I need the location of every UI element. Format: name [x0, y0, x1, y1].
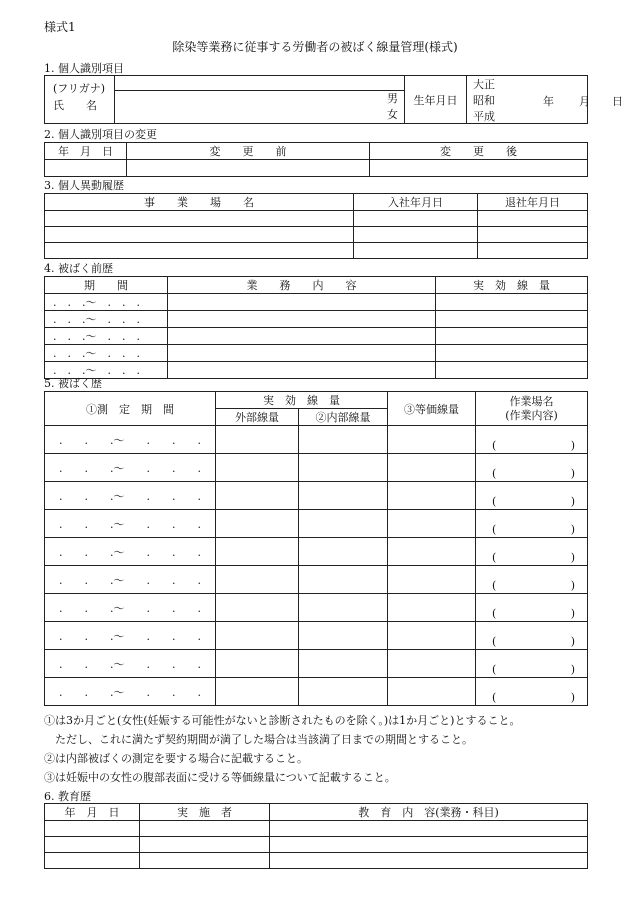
internal-dose-cell[interactable] — [299, 510, 388, 538]
month-unit: 月 — [579, 95, 590, 108]
external-dose-cell[interactable] — [216, 538, 299, 566]
paren-close: ) — [570, 579, 575, 592]
external-dose-cell[interactable] — [216, 454, 299, 482]
external-dose-cell[interactable] — [216, 482, 299, 510]
personal-id-table — [44, 75, 623, 124]
era-heisei: 平成 — [473, 110, 495, 123]
col-leave-date: 退社年月日 — [478, 194, 588, 211]
paren-close: ) — [570, 523, 575, 536]
form-label: 様式1 — [44, 20, 76, 34]
birth-label: 生年月日 — [405, 76, 467, 124]
workplace-cell[interactable] — [476, 454, 588, 482]
dose-cell[interactable] — [436, 362, 588, 379]
external-dose-cell[interactable] — [216, 510, 299, 538]
day-unit: 日 — [612, 95, 623, 108]
page-title: 除染等業務に従事する労働者の被ばく線量管理(様式) — [172, 40, 458, 54]
table-row — [45, 510, 588, 538]
internal-dose-cell[interactable] — [299, 482, 388, 510]
period-cell[interactable]: . . .〜 . . . — [45, 311, 168, 328]
col-before: 変 更 前 — [127, 143, 370, 160]
change-before-input[interactable] — [127, 160, 370, 177]
table-row — [45, 454, 588, 482]
col-measure-period: ①測 定 期 間 — [45, 392, 216, 426]
col-join-date: 入社年月日 — [354, 194, 478, 211]
table-row — [45, 622, 588, 650]
paren-open: ( — [492, 523, 497, 536]
table-row — [45, 853, 588, 869]
paren-open: ( — [492, 607, 497, 620]
col-education-content: 教 育 内 容(業務・科目) — [270, 804, 588, 821]
workplace-cell[interactable] — [476, 482, 588, 510]
external-dose-cell[interactable] — [216, 650, 299, 678]
paren-close: ) — [570, 607, 575, 620]
external-dose-cell[interactable] — [216, 426, 299, 454]
section-6-heading: 6. 教育歴 — [44, 790, 91, 803]
dose-cell[interactable] — [436, 328, 588, 345]
work-content-cell[interactable] — [168, 328, 436, 345]
name-label: 氏 名 — [53, 98, 97, 112]
workplace-cell[interactable] — [476, 650, 588, 678]
note-1: ①は3か月ごと(女性(妊娠する可能性がないと診断されたものを除く。)は1か月ごと)とすること。 — [44, 714, 521, 727]
col-internal-dose: ②内部線量 — [299, 409, 388, 426]
workplace-cell[interactable] — [476, 622, 588, 650]
workplace-cell[interactable] — [476, 538, 588, 566]
measure-period-cell[interactable]: . . .〜 . . . — [45, 510, 216, 538]
internal-dose-cell[interactable] — [299, 622, 388, 650]
dose-cell[interactable] — [436, 345, 588, 362]
internal-dose-cell[interactable] — [299, 566, 388, 594]
table-row — [45, 328, 588, 345]
note-3: ③は妊娠中の女性の腹部表面に受ける等価線量について記載すること。 — [44, 771, 396, 784]
table-row — [45, 311, 588, 328]
era-showa: 昭和 — [473, 94, 495, 107]
internal-dose-cell[interactable] — [299, 454, 388, 482]
col-instructor: 実 施 者 — [140, 804, 270, 821]
paren-open: ( — [492, 579, 497, 592]
note-2: ②は内部被ばくの測定を要する場合に記載すること。 — [44, 752, 308, 765]
measure-period-cell[interactable]: . . .〜 . . . — [45, 678, 216, 706]
equivalent-dose-cell[interactable] — [388, 594, 476, 622]
work-content-cell[interactable] — [168, 362, 436, 379]
measure-period-cell[interactable]: . . .〜 . . . — [45, 650, 216, 678]
change-after-input[interactable] — [370, 160, 588, 177]
gender-field[interactable] — [365, 91, 405, 124]
paren-open: ( — [492, 635, 497, 648]
name-label-cell — [45, 81, 115, 124]
table-row — [45, 294, 588, 311]
external-dose-cell[interactable] — [216, 566, 299, 594]
workplace-cell[interactable] — [476, 678, 588, 706]
workplace-cell[interactable] — [476, 566, 588, 594]
section-2-heading: 2. 個人識別項目の変更 — [44, 128, 157, 141]
note-1-cont: ただし、これに満たず契約期間が満了した場合は当該満了日までの期間とすること。 — [44, 733, 473, 746]
col-work-content: 業 務 内 容 — [168, 277, 436, 294]
measure-period-cell[interactable]: . . .〜 . . . — [45, 566, 216, 594]
period-cell[interactable]: . . .〜 . . . — [45, 294, 168, 311]
equivalent-dose-cell[interactable] — [388, 650, 476, 678]
furigana-input[interactable] — [115, 76, 405, 91]
equivalent-dose-cell[interactable] — [388, 482, 476, 510]
col-date: 年 月 日 — [45, 804, 140, 821]
dose-cell[interactable] — [436, 311, 588, 328]
internal-dose-cell[interactable] — [299, 426, 388, 454]
table-row — [45, 426, 588, 454]
internal-dose-cell[interactable] — [299, 594, 388, 622]
gender-male: 男 — [387, 92, 398, 105]
work-content-cell[interactable] — [168, 294, 436, 311]
id-change-table — [44, 142, 588, 177]
external-dose-cell[interactable] — [216, 678, 299, 706]
paren-close: ) — [570, 551, 575, 564]
section-1-heading: 1. 個人識別項目 — [44, 62, 124, 75]
table-row — [45, 678, 588, 706]
table-row — [45, 227, 588, 243]
paren-close: ) — [570, 439, 575, 452]
paren-close: ) — [570, 467, 575, 480]
dose-cell[interactable] — [436, 294, 588, 311]
table-row — [45, 821, 588, 837]
work-content-cell[interactable] — [168, 345, 436, 362]
furigana-label: (フリガナ) — [53, 81, 106, 95]
name-input[interactable] — [115, 91, 365, 124]
paren-open: ( — [492, 691, 497, 704]
paren-close: ) — [570, 635, 575, 648]
period-cell[interactable]: . . .〜 . . . — [45, 328, 168, 345]
col-workplace — [476, 392, 588, 426]
era-taisho: 大正 — [473, 78, 495, 91]
equivalent-dose-cell[interactable] — [388, 566, 476, 594]
col-date: 年 月 日 — [45, 143, 127, 160]
internal-dose-cell[interactable] — [299, 650, 388, 678]
change-date-input[interactable] — [45, 160, 127, 177]
table-row — [45, 345, 588, 362]
period-cell[interactable]: . . .〜 . . . — [45, 345, 168, 362]
exposure-history-table — [44, 391, 588, 706]
period-cell[interactable]: . . .〜 . . . — [45, 362, 168, 379]
measure-period-cell[interactable]: . . .〜 . . . — [45, 454, 216, 482]
col-workplace-sub: (作業内容) — [505, 408, 558, 422]
year-unit: 年 — [543, 95, 554, 108]
workplace-cell[interactable] — [476, 426, 588, 454]
external-dose-cell[interactable] — [216, 594, 299, 622]
paren-open: ( — [492, 663, 497, 676]
transfer-history-table — [44, 193, 588, 259]
col-external-dose: 外部線量 — [216, 409, 299, 426]
paren-open: ( — [492, 495, 497, 508]
birth-date-field[interactable] — [467, 76, 623, 124]
paren-close: ) — [570, 691, 575, 704]
col-workplace-label: 作業場名 — [509, 394, 554, 408]
workplace-cell[interactable] — [476, 594, 588, 622]
prior-exposure-table — [44, 276, 588, 379]
equivalent-dose-cell[interactable] — [388, 678, 476, 706]
col-effective-dose: 実 効 線 量 — [436, 277, 588, 294]
equivalent-dose-cell[interactable] — [388, 538, 476, 566]
internal-dose-cell[interactable] — [299, 678, 388, 706]
section-3-heading: 3. 個人異動履歴 — [44, 179, 124, 192]
col-effective-dose: 実 効 線 量 — [216, 392, 388, 409]
table-row — [45, 566, 588, 594]
measure-period-cell[interactable]: . . .〜 . . . — [45, 622, 216, 650]
col-workplace: 事 業 場 名 — [45, 194, 354, 211]
measure-period-cell[interactable]: . . .〜 . . . — [45, 426, 216, 454]
section-4-heading: 4. 被ばく前歴 — [44, 262, 113, 275]
work-content-cell[interactable] — [168, 311, 436, 328]
paren-open: ( — [492, 551, 497, 564]
table-row — [45, 211, 588, 227]
paren-close: ) — [570, 495, 575, 508]
equivalent-dose-cell[interactable] — [388, 510, 476, 538]
equivalent-dose-cell[interactable] — [388, 622, 476, 650]
table-row — [45, 837, 588, 853]
table-row — [45, 482, 588, 510]
measure-period-cell[interactable]: . . .〜 . . . — [45, 538, 216, 566]
external-dose-cell[interactable] — [216, 622, 299, 650]
table-row — [45, 650, 588, 678]
education-history-table — [44, 803, 588, 869]
col-period: 期 間 — [45, 277, 168, 294]
equivalent-dose-cell[interactable] — [388, 426, 476, 454]
col-equivalent-dose: ③等価線量 — [388, 392, 476, 426]
table-row — [45, 243, 588, 259]
measure-period-cell[interactable]: . . .〜 . . . — [45, 482, 216, 510]
table-row — [45, 362, 588, 379]
internal-dose-cell[interactable] — [299, 538, 388, 566]
equivalent-dose-cell[interactable] — [388, 454, 476, 482]
gender-female: 女 — [387, 108, 398, 121]
paren-open: ( — [492, 439, 497, 452]
table-row — [45, 538, 588, 566]
table-row — [45, 594, 588, 622]
measure-period-cell[interactable]: . . .〜 . . . — [45, 594, 216, 622]
paren-open: ( — [492, 467, 497, 480]
col-after: 変 更 後 — [370, 143, 588, 160]
paren-close: ) — [570, 663, 575, 676]
section-5-heading: 5. 被ばく歴 — [44, 377, 102, 390]
workplace-cell[interactable] — [476, 510, 588, 538]
